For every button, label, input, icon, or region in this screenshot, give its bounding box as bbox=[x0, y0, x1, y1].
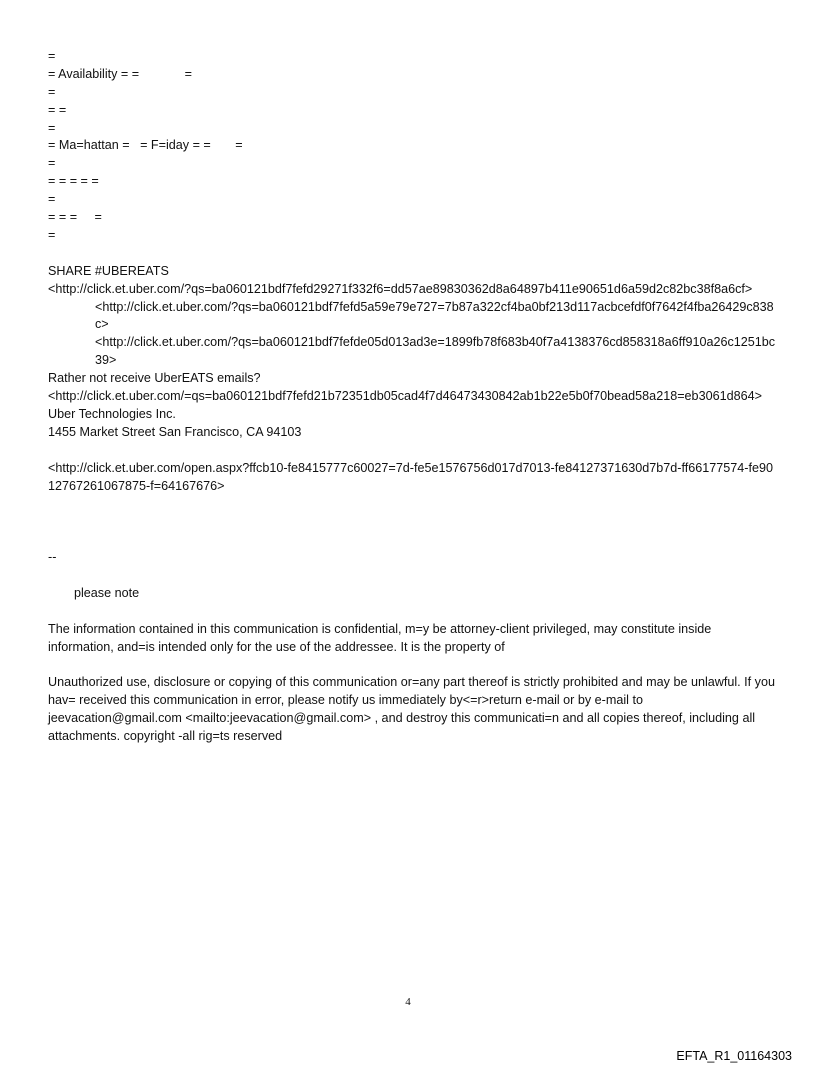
email-body bbox=[48, 48, 778, 746]
share-link-2[interactable]: <http://click.et.uber.com/?qs=ba060121bdf7fefd5a59e79e727=7b87a322cf4ba0bf213d117acbcefdf0f7642f4fba26429c838c> bbox=[95, 299, 774, 332]
bates-number: EFTA_R1_01164303 bbox=[676, 1049, 792, 1063]
eq-line-availability: = Availability = = = bbox=[48, 66, 192, 81]
disclaimer-paragraph-2: Unauthorized use, disclosure or copying of this communication or=any part thereof is strictly prohibited and may be unlawful. If you hav= received this communication in error, please notify us immediately by<=r>return e-mail or by e-mail to jeevacation@gmail.com <mailto:jeevacation@gmail.com> , and destroy this communicati=n and all copies thereof, including all attachments. copyright -all rig=ts reserved bbox=[48, 675, 775, 744]
eq-line: = bbox=[48, 49, 56, 63]
page-number: 4 bbox=[405, 996, 411, 1008]
eq-line-manhattan-friday: = Ma=hattan = = F=iday = = = bbox=[48, 138, 243, 153]
share-heading: SHARE #UBEREATS bbox=[48, 263, 169, 278]
company-name: Uber Technologies Inc. bbox=[48, 406, 176, 421]
eq-line: = bbox=[48, 120, 56, 135]
eq-line: = = = = = bbox=[48, 174, 99, 189]
share-link-1[interactable]: <http://click.et.uber.com/?qs=ba060121bdf7fefd29271f332f6=dd57ae89830362d8a64897b411e90651d6a59d2c82bc38f8a6cf> bbox=[48, 281, 753, 296]
disclaimer-paragraph-1: The information contained in this communication is confidential, m=y be attorney-client privileged, may constitute inside information, and=is intended only for the use of the addressee. It is the property of bbox=[48, 621, 712, 654]
eq-line: = bbox=[48, 227, 56, 242]
company-address: 1455 Market Street San Francisco, CA 94103 bbox=[48, 424, 302, 439]
unsubscribe-prompt: Rather not receive UberEATS emails? bbox=[48, 371, 261, 386]
eq-line: = = = = bbox=[48, 210, 102, 225]
open-tracking-link[interactable]: <http://click.et.uber.com/open.aspx?ffcb10-fe8415777c60027=7d-fe5e1576756d017d7013-fe84127371630d7b7d-ff66177574-fe9012767261067875-f=64167676> bbox=[48, 460, 773, 493]
signature-separator: -- bbox=[48, 550, 57, 565]
share-link-3[interactable]: <http://click.et.uber.com/?qs=ba060121bdf7fefde05d013ad3e=1899fb78f683b40f7a4138376cd858318a6ff910a26c1251bc39> bbox=[95, 335, 776, 368]
eq-line: = bbox=[48, 192, 56, 207]
note-label: please note bbox=[74, 585, 140, 600]
unsubscribe-link[interactable]: <http://click.et.uber.com/=qs=ba060121bdf7fefd21b72351db05cad4f7d46473430842ab1b22e5b0f70bead58a218=eb3061d864> bbox=[48, 389, 762, 404]
eq-line: = bbox=[48, 84, 56, 99]
eq-line: = bbox=[48, 156, 56, 171]
eq-line: = = bbox=[48, 102, 67, 117]
